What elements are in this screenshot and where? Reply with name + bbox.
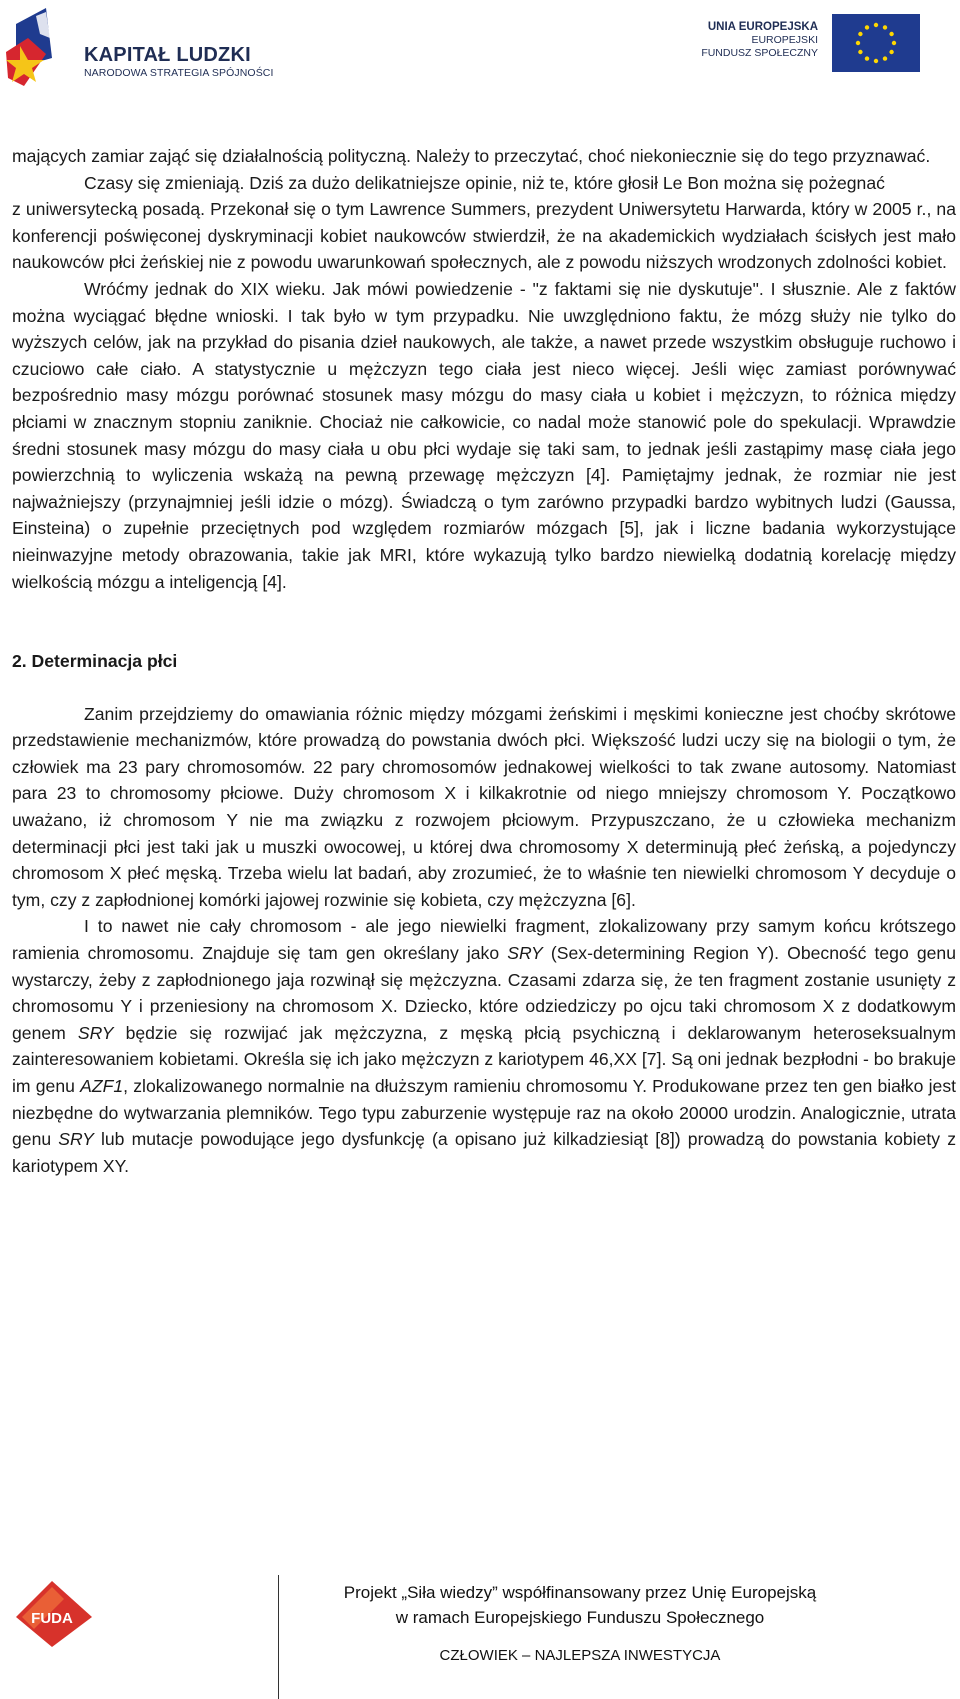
eu-flag-icon [832,14,920,72]
footer-slogan: CZŁOWIEK – NAJLEPSZA INWESTYCJA [439,1647,721,1664]
kapital-ludzki-logo [6,8,286,94]
paragraph-sex-determination: Zanim przejdziemy do omawiania różnic między mózgami żeńskimi i męskimi konieczne jest choćby skrótowe przedstawienie mechanizmów, które prowadzą do powstania dwóch płci. Większość ludzi uczy się na biologii o tym, że człowiek ma 23 pary chromosomów. 22 pary chromosomów jednakowej wielkości to tak zwane autosomy. Natomiast para 23 to chromosomy płciowe. Duży chromosom X i kilkakrotnie od niego mniejszy chromosom Y. Początkowo uważano, iż chromosom Y nie ma związku z rozwojem płciowym. Przypuszczano, że u człowieka mechanizm determinacji płci jest taki jak u muszki owocowej, u której dwa chromosomy X determinują płeć żeńską, a pojedynczy chromosom X płeć męską. Trzeba wielu lat badań, aby zrozumieć, że to właśnie ten niewielki chromosom Y decyduje o tym, czy z zapłodnionej komórki jajowej rozwinie się kobieta, czy mężczyzna [6]. [12,703,956,910]
kapital-ludzki-emblem-icon [6,8,66,88]
footer-fund-line: w ramach Europejskiego Funduszu Społecznego [395,1608,765,1627]
sry-text-e: lub mutacje powodujące jego dysfunkcję (a opisano już kilkadziesiąt [8]) prowadzą do powstania kobiety z kariotypem XY. [12,1129,957,1176]
fuda-logo-text: FUDA [31,1610,73,1627]
document-body [12,143,956,1179]
paragraph-sry-gene [12,913,956,1179]
paragraph-continuation: mających zamiar zająć się działalnością polityczną. Należy to przeczytać, choć niekoniecznie się do tego przyznawać. [12,146,931,166]
gene-name-sry: SRY [58,1129,94,1150]
footer-divider [278,1575,279,1699]
page-header [0,0,960,100]
gene-name-azf1: AZF1 [80,1076,124,1096]
fuda-logo [12,1579,96,1649]
sry-text-a: I to nawet nie cały chromosom - ale jego niewielki fragment, zlokalizowany przy samym końcu krótszego ramienia chromosomu. Znajduje się tam gen określany jako [12,916,956,964]
kapital-ludzki-title: KAPITAŁ LUDZKI [84,44,251,66]
sry-text-c: będzie się rozwijać jak mężczyzna, z męską płcią psychiczną i deklarowanym heteroseksualnym zainteresowaniem kobietami. Określa się ich jako mężczyzn z kariotypem 46,XX [7]. Są oni jednak bezpłodni - bo brakuje im genu [12,1022,956,1096]
sry-text-b: (Sex-determining Region Y). Obecność tego genu wystarczy, żeby z zapłodnionego jaja rozwinął się mężczyzna. Czasami zdarza się, że ten fragment zostanie usunięty z chromosomu Y i przeniesiony na chromosom X. Dziecko, które odziedziczy po ojcu taki chromosom X z dodatkowym genem [12,943,957,1043]
paragraph-brain-mass: Wróćmy jednak do XIX wieku. Jak mówi powiedzenie - "z faktami się nie dyskutuje". I słusznie. Ale z faktów można wyciągać błędne wnioski. I tak było w tym przypadku. Nie uwzględniono faktu, że mózg służy nie tylko do wyższych celów, jak na przykład do pisania dzieł naukowych, ale także, a nawet przede wszystkim obsługuje ruchowo i czuciowo całe ciało. A statystycznie u mężczyzn tego ciała jest nieco więcej. Jeśli więc zamiast porównywać bezpośrednio masy mózgu porównać stosunek masy mózgu do masy ciała u kobiet i mężczyzn, to różnica między płciami w znacznym stopniu zaniknie. Chociaż nie całkowicie, co nadal może stanowić pole do spekulacji. Wprawdzie średni stosunek masy mózgu do masy ciała u obu płci wydaje się taki sam, to jednak jeśli zastąpimy masę ciała jego powierzchnią to wyliczenia wskażą na pewną przewagę mężczyzn [4]. Pamiętajmy jednak, że rozmiar nie jest najważniejszy (przynajmniej jeśli idzie o mózg). Świadczą o tym zarówno przypadki bardzo wybitnych ludzi (Gaussa, Einsteina) o zupełnie przeciętnych pod względem rozmiarów mózgach [5], jak i liczne badania wykorzystujące nieinwazyjne metody obrazowania, takie jak MRI, które wykazują tylko bardzo niewielką dodatnią korelację między wielkością mózgu a inteligencją [4]. [12,278,956,592]
eu-logo-line1: UNIA EUROPEJSKA [707,21,818,33]
section-heading: 2. Determinacja płci [12,651,178,672]
kapital-ludzki-subtitle: NARODOWA STRATEGIA SPÓJNOŚCI [84,67,274,79]
paragraph-times-change: Czasy się zmieniają. Dziś za dużo delikatniejsze opinie, niż te, które głosił Le Bon można się pożegnać [84,172,885,193]
paragraph-summers: z uniwersytecką posadą. Przekonał się o tym Lawrence Summers, prezydent Uniwersytetu Harwarda, który w 2005 r., na konferencji poświęconej dyskryminacji kobiet naukowców stwierdził, że na akademickich wydziałach ścisłych jest mało naukowców płci żeńskiej nie z powodu uwarunkowań społecznych, ale z powodu niższych wrodzonych zdolności kobiet. [12,199,956,273]
gene-name-sry: SRY [77,1022,114,1043]
eu-logo-line3: FUNDUSZ SPOŁECZNY [701,47,818,59]
eu-logo [690,14,920,74]
page-footer [0,1565,960,1699]
footer-project-line: Projekt „Siła wiedzy” współfinansowany przez Unię Europejską [343,1583,817,1602]
fuda-logo-icon [12,1579,96,1649]
sry-text-d: , zlokalizowanego normalnie na dłuższym ramieniu chromosomu Y. Produkowane przez ten gen białko jest niezbędne do wytwarzania plemników. Tego typu zaburzenie występuje raz na około 20000 urodzin. Analogicznie, utrata genu [12,1076,957,1150]
eu-logo-text [701,21,818,60]
gene-name-sry: SRY [507,943,543,964]
eu-logo-line2: EUROPEJSKI [751,34,818,46]
